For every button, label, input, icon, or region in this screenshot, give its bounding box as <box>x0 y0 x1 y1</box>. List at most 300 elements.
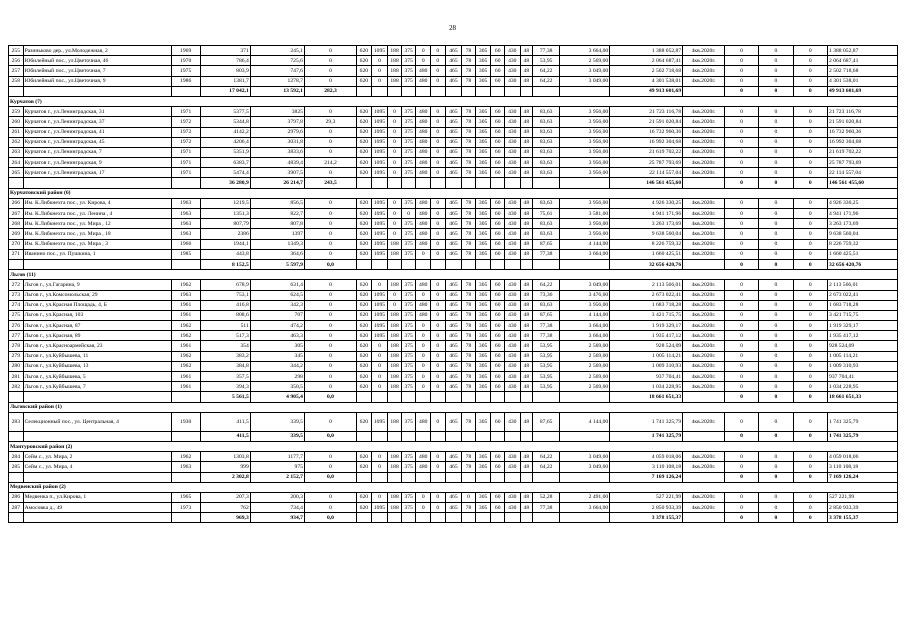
cell-build-year: 1962 <box>171 351 200 361</box>
cell-living-area: 1278,7 <box>250 76 304 86</box>
cell-living-area: 975 <box>250 462 304 472</box>
cell-nonres-area: 0,0 <box>304 259 356 269</box>
cell-col-10: 375 <box>401 351 416 361</box>
cell-col-22: 4кв.2020г. <box>683 290 725 300</box>
cell-row-number <box>9 472 24 482</box>
cell-col-7: 620 <box>357 331 372 341</box>
cell-col-14: 78 <box>462 168 476 178</box>
cell-build-year: 1963 <box>171 229 200 239</box>
table-row <box>9 209 898 219</box>
cell-col-19: 83,63 <box>533 107 560 117</box>
table-row <box>9 158 898 168</box>
cell-living-area: 725,6 <box>250 56 304 66</box>
cell-build-year: 1971 <box>171 107 200 117</box>
cell-col-7 <box>357 472 372 482</box>
cell-col-17: 430 <box>504 117 520 127</box>
cell-nonres-area: 0 <box>304 462 356 472</box>
cell-col-12: 0 <box>431 321 446 331</box>
cell-col-7: 620 <box>357 462 372 472</box>
cell-nonres-area: 0,0 <box>304 392 356 402</box>
cell-col-22: 4кв.2020г. <box>683 280 725 290</box>
cell-col-20: 3 664,00 <box>560 321 610 331</box>
cell-address: Юбилейный пос., ул.Цветочная, 9 <box>23 76 171 86</box>
cell-col-7: 620 <box>357 158 372 168</box>
cell-build-year <box>171 178 200 188</box>
cell-col-23: 0 <box>724 382 758 392</box>
section-title: Курчатов (7) <box>9 96 898 106</box>
cell-build-year: 1962 <box>171 452 200 462</box>
cell-col-16: 60 <box>491 46 505 56</box>
cell-col-10: 375 <box>401 382 416 392</box>
cell-col-11: 480 <box>416 219 431 229</box>
cell-col-17 <box>504 513 520 523</box>
cell-col-15: 305 <box>475 452 491 462</box>
cell-col-20: 3 476,00 <box>560 290 610 300</box>
cell-col-10: 0 <box>401 209 416 219</box>
cell-build-year: 1963 <box>171 219 200 229</box>
cell-build-year: 1961 <box>171 372 200 382</box>
cell-col-11: 480 <box>416 462 431 472</box>
cell-nonres-area: 0 <box>304 46 356 56</box>
cell-col-13 <box>445 513 462 523</box>
cell-col-10 <box>401 259 416 269</box>
cell-col-22: 4кв.2020г. <box>683 239 725 249</box>
cell-col-8: 0 <box>371 280 388 290</box>
cell-col-20: 2 569,00 <box>560 361 610 371</box>
cell-col-22 <box>683 259 725 269</box>
cell-nonres-area: 0 <box>304 76 356 86</box>
cell-address: Им. К.Либкнехта пос., ул. Ленина , 4 <box>23 209 171 219</box>
cell-col-19: 53,95 <box>533 56 560 66</box>
cell-col-11: 0 <box>416 492 431 502</box>
cell-build-year: 1963 <box>171 290 200 300</box>
cell-col-23: 0 <box>724 310 758 320</box>
cell-col-11: 0 <box>416 503 431 513</box>
cell-col-24: 0 <box>759 259 793 269</box>
cell-col-22: 4кв.2020г. <box>683 492 725 502</box>
cell-col-13: 465 <box>445 492 462 502</box>
cell-build-year: 1962 <box>171 321 200 331</box>
cell-col-13 <box>445 86 462 96</box>
cell-col-16: 60 <box>491 76 505 86</box>
cell-col-11: 480 <box>416 280 431 290</box>
cell-col-7: 620 <box>357 239 372 249</box>
cell-col-9: 188 <box>388 66 402 76</box>
cell-col-12: 0 <box>431 66 446 76</box>
cell-col-7 <box>357 431 372 441</box>
cell-col-23: 0 <box>724 392 758 402</box>
cell-address: Льгов г., ул.Комсомольская, 29 <box>23 290 171 300</box>
cell-col-21: 1 741 325,79 <box>610 431 683 441</box>
cell-col-26: 21 723 116,78 <box>828 107 898 117</box>
cell-col-15 <box>475 431 491 441</box>
cell-col-22 <box>683 392 725 402</box>
cell-col-7 <box>357 259 372 269</box>
subtotal-row <box>9 86 898 96</box>
cell-nonres-area: 0 <box>304 452 356 462</box>
cell-col-20 <box>560 392 610 402</box>
cell-col-8: 0 <box>371 462 388 472</box>
cell-build-year: 1962 <box>171 331 200 341</box>
cell-build-year: 1973 <box>171 503 200 513</box>
table-row <box>9 361 898 371</box>
cell-build-year: 1963 <box>171 209 200 219</box>
cell-col-15 <box>475 178 491 188</box>
cell-total-area: 807,79 <box>200 219 250 229</box>
table-row <box>9 229 898 239</box>
cell-col-22: 4кв.2020г. <box>683 219 725 229</box>
cell-col-18: 48 <box>520 310 533 320</box>
cell-col-16 <box>491 392 505 402</box>
cell-col-25: 0 <box>793 229 827 239</box>
cell-col-14: 78 <box>462 300 476 310</box>
cell-col-16: 60 <box>491 351 505 361</box>
cell-col-13: 465 <box>445 412 462 431</box>
cell-col-15: 305 <box>475 351 491 361</box>
cell-col-22: 4кв.2020г. <box>683 117 725 127</box>
cell-col-17: 430 <box>504 462 520 472</box>
cell-col-11: 0 <box>416 46 431 56</box>
cell-col-21: 1 388 052,87 <box>610 46 683 56</box>
cell-col-24: 0 <box>759 300 793 310</box>
cell-col-13: 465 <box>445 452 462 462</box>
cell-nonres-area: 0 <box>304 239 356 249</box>
cell-row-number <box>9 392 24 402</box>
cell-living-area: 2 152,7 <box>250 472 304 482</box>
cell-col-13 <box>445 431 462 441</box>
cell-col-18: 48 <box>520 412 533 431</box>
cell-col-23: 0 <box>724 372 758 382</box>
cell-col-13: 465 <box>445 382 462 392</box>
cell-col-9: 0 <box>388 219 402 229</box>
cell-address: Им. К.Либкнехта пос., ул. Мира , 18 <box>23 229 171 239</box>
cell-col-22: 4кв.2020г. <box>683 147 725 157</box>
cell-col-21: 1 683 718,28 <box>610 300 683 310</box>
cell-address: Им. К.Либкнехта пос., ул. Кирова, 4 <box>23 198 171 208</box>
cell-col-9: 188 <box>388 310 402 320</box>
cell-col-20 <box>560 513 610 523</box>
cell-col-7: 620 <box>357 361 372 371</box>
cell-row-number: 274 <box>9 300 24 310</box>
cell-col-20 <box>560 86 610 96</box>
cell-col-23: 0 <box>724 117 758 127</box>
cell-col-25: 0 <box>793 331 827 341</box>
cell-col-18: 48 <box>520 127 533 137</box>
cell-col-20: 3 664,00 <box>560 503 610 513</box>
cell-col-23: 0 <box>724 412 758 431</box>
cell-col-14: 78 <box>462 239 476 249</box>
cell-col-9: 188 <box>388 56 402 66</box>
cell-col-19 <box>533 431 560 441</box>
cell-col-9: 188 <box>388 503 402 513</box>
cell-col-17 <box>504 431 520 441</box>
cell-col-12: 0 <box>431 412 446 431</box>
cell-col-11 <box>416 513 431 523</box>
cell-col-19: 73,36 <box>533 290 560 300</box>
cell-col-23: 0 <box>724 107 758 117</box>
cell-nonres-area: 0 <box>304 290 356 300</box>
cell-col-19: 64,22 <box>533 462 560 472</box>
cell-col-24: 0 <box>759 452 793 462</box>
cell-total-area: 207,3 <box>200 492 250 502</box>
cell-living-area: 364,6 <box>250 249 304 259</box>
cell-nonres-area: 214,2 <box>304 158 356 168</box>
cell-col-9: 188 <box>388 462 402 472</box>
cell-nonres-area: 29,3 <box>304 117 356 127</box>
cell-col-8: 1095 <box>371 503 388 513</box>
cell-col-18: 48 <box>520 168 533 178</box>
cell-col-14: 78 <box>462 321 476 331</box>
cell-col-13 <box>445 178 462 188</box>
cell-address: Медвенка п., ул.Кирова, 1 <box>23 492 171 502</box>
cell-total-area: 416,8 <box>200 300 250 310</box>
cell-row-number <box>9 178 24 188</box>
cell-build-year <box>171 392 200 402</box>
cell-col-23: 0 <box>724 331 758 341</box>
cell-col-13: 465 <box>445 219 462 229</box>
cell-living-area: 3825 <box>250 107 304 117</box>
cell-col-16: 60 <box>491 198 505 208</box>
cell-col-15: 305 <box>475 382 491 392</box>
cell-col-10: 375 <box>401 249 416 259</box>
cell-col-12: 0 <box>431 280 446 290</box>
cell-col-15: 305 <box>475 361 491 371</box>
cell-col-14: 78 <box>462 198 476 208</box>
cell-col-21: 9 638 560,04 <box>610 229 683 239</box>
cell-col-9: 0 <box>388 198 402 208</box>
cell-col-11: 480 <box>416 412 431 431</box>
cell-nonres-area: 0 <box>304 198 356 208</box>
cell-col-16 <box>491 178 505 188</box>
cell-col-18: 48 <box>520 452 533 462</box>
cell-col-17: 430 <box>504 46 520 56</box>
cell-address <box>23 86 171 96</box>
cell-col-25: 0 <box>793 137 827 147</box>
cell-col-14: 78 <box>462 56 476 66</box>
cell-address: Разиньково дер., ул.Молодежная, 2 <box>23 46 171 56</box>
cell-build-year: 1961 <box>171 310 200 320</box>
cell-col-24: 0 <box>759 209 793 219</box>
table-row <box>9 168 898 178</box>
cell-col-16: 60 <box>491 341 505 351</box>
cell-col-17: 430 <box>504 321 520 331</box>
cell-col-18: 48 <box>520 372 533 382</box>
cell-col-8 <box>371 392 388 402</box>
cell-col-10: 375 <box>401 158 416 168</box>
cell-col-20: 3 956,00 <box>560 300 610 310</box>
cell-col-24: 0 <box>759 86 793 96</box>
cell-col-21: 8 226 759,32 <box>610 239 683 249</box>
table-row <box>9 372 898 382</box>
cell-col-7: 620 <box>357 351 372 361</box>
cell-build-year: 1963 <box>171 462 200 472</box>
cell-col-21: 2 502 718,68 <box>610 66 683 76</box>
cell-col-26: 146 561 455,60 <box>828 178 898 188</box>
cell-col-17: 430 <box>504 209 520 219</box>
cell-build-year <box>171 86 200 96</box>
cell-col-18: 48 <box>520 198 533 208</box>
cell-col-16: 60 <box>491 127 505 137</box>
cell-col-20: 2 569,00 <box>560 56 610 66</box>
cell-build-year: 1972 <box>171 127 200 137</box>
cell-col-22: 4кв.2020г. <box>683 229 725 239</box>
table-row <box>9 321 898 331</box>
cell-col-24: 0 <box>759 147 793 157</box>
cell-col-17: 430 <box>504 361 520 371</box>
cell-col-10: 375 <box>401 229 416 239</box>
cell-col-23: 0 <box>724 513 758 523</box>
cell-col-10: 375 <box>401 361 416 371</box>
cell-col-23: 0 <box>724 56 758 66</box>
cell-col-8 <box>371 472 388 482</box>
cell-col-19: 83,63 <box>533 127 560 137</box>
cell-col-10 <box>401 513 416 523</box>
table-row <box>9 382 898 392</box>
cell-col-25: 0 <box>793 239 827 249</box>
cell-col-19: 87,65 <box>533 310 560 320</box>
cell-col-15: 305 <box>475 219 491 229</box>
cell-col-12 <box>431 513 446 523</box>
cell-col-26: 1 919 329,17 <box>828 321 898 331</box>
cell-col-7: 620 <box>357 219 372 229</box>
cell-col-13: 465 <box>445 300 462 310</box>
cell-col-17: 430 <box>504 310 520 320</box>
cell-total-area: 1381,7 <box>200 76 250 86</box>
cell-col-16: 60 <box>491 168 505 178</box>
cell-col-7: 620 <box>357 76 372 86</box>
cell-total-area: 762 <box>200 503 250 513</box>
cell-col-26: 7 169 126,24 <box>828 472 898 482</box>
cell-col-20: 3 956,00 <box>560 219 610 229</box>
cell-row-number: 272 <box>9 280 24 290</box>
cell-col-8 <box>371 178 388 188</box>
cell-col-15: 305 <box>475 107 491 117</box>
cell-address: Юбилейный пос., ул.Цветочная, 46 <box>23 56 171 66</box>
cell-living-area: 734,4 <box>250 503 304 513</box>
cell-col-25: 0 <box>793 412 827 431</box>
cell-col-24: 0 <box>759 76 793 86</box>
cell-col-14: 78 <box>462 249 476 259</box>
cell-col-21: 49 913 601,69 <box>610 86 683 96</box>
cell-col-24: 0 <box>759 127 793 137</box>
cell-nonres-area: 0 <box>304 331 356 341</box>
cell-col-16: 60 <box>491 290 505 300</box>
cell-col-17: 430 <box>504 452 520 462</box>
cell-col-7: 620 <box>357 341 372 351</box>
cell-col-8: 0 <box>371 76 388 86</box>
cell-nonres-area: 0 <box>304 168 356 178</box>
cell-col-16: 60 <box>491 239 505 249</box>
cell-build-year: 1972 <box>171 137 200 147</box>
cell-col-25: 0 <box>793 392 827 402</box>
cell-row-number: 261 <box>9 127 24 137</box>
cell-col-16: 60 <box>491 147 505 157</box>
cell-col-17: 430 <box>504 127 520 137</box>
cell-living-area: 245,1 <box>250 46 304 56</box>
cell-address: Льгов г., ул.Красная, 87 <box>23 321 171 331</box>
table-row <box>9 280 898 290</box>
cell-col-20: 3 049,00 <box>560 452 610 462</box>
cell-col-9: 188 <box>388 372 402 382</box>
cell-col-25: 0 <box>793 127 827 137</box>
cell-living-area: 13 592,1 <box>250 86 304 96</box>
cell-total-area: 1944,1 <box>200 239 250 249</box>
cell-col-26: 1 660 425,51 <box>828 249 898 259</box>
cell-col-13: 465 <box>445 372 462 382</box>
cell-col-26: 2 113 566,01 <box>828 280 898 290</box>
cell-nonres-area: 0 <box>304 209 356 219</box>
cell-col-20: 4 144,00 <box>560 310 610 320</box>
cell-row-number: 283 <box>9 412 24 431</box>
cell-col-19: 83,63 <box>533 229 560 239</box>
table-row <box>9 503 898 513</box>
cell-col-23: 0 <box>724 249 758 259</box>
cell-address: Сейм с., ул. Мира, 2 <box>23 452 171 462</box>
cell-col-20: 3 956,00 <box>560 198 610 208</box>
cell-living-area: 624,5 <box>250 290 304 300</box>
cell-col-19: 64,22 <box>533 66 560 76</box>
cell-living-area: 2979,6 <box>250 127 304 137</box>
cell-row-number: 284 <box>9 452 24 462</box>
cell-col-9: 0 <box>388 158 402 168</box>
cell-nonres-area: 0 <box>304 310 356 320</box>
cell-col-18 <box>520 472 533 482</box>
cell-address: Льгов г., ул.Куйбышева, 13 <box>23 361 171 371</box>
cell-col-18: 48 <box>520 280 533 290</box>
cell-col-10: 375 <box>401 76 416 86</box>
cell-col-15: 305 <box>475 239 491 249</box>
cell-col-15 <box>475 513 491 523</box>
cell-col-7: 620 <box>357 412 372 431</box>
cell-living-area: 3031,8 <box>250 137 304 147</box>
subtotal-row <box>9 178 898 188</box>
cell-col-24: 0 <box>759 56 793 66</box>
cell-col-15: 305 <box>475 331 491 341</box>
cell-col-12: 0 <box>431 382 446 392</box>
cell-col-25: 0 <box>793 341 827 351</box>
cell-col-17: 430 <box>504 341 520 351</box>
cell-build-year: 1965 <box>171 492 200 502</box>
cell-col-26: 1 935 417,12 <box>828 331 898 341</box>
cell-col-16: 60 <box>491 56 505 66</box>
cell-col-24: 0 <box>759 513 793 523</box>
cell-col-14: 78 <box>462 107 476 117</box>
cell-col-12: 0 <box>431 331 446 341</box>
cell-col-9: 188 <box>388 331 402 341</box>
cell-col-8: 1095 <box>371 168 388 178</box>
cell-col-26: 4 301 538,01 <box>828 76 898 86</box>
cell-col-18: 48 <box>520 492 533 502</box>
cell-col-20: 3 664,00 <box>560 46 610 56</box>
cell-living-area: 3907,5 <box>250 168 304 178</box>
cell-row-number: 285 <box>9 462 24 472</box>
cell-col-24: 0 <box>759 219 793 229</box>
cell-col-10: 375 <box>401 412 416 431</box>
cell-total-area: 4142,2 <box>200 127 250 137</box>
cell-row-number: 282 <box>9 382 24 392</box>
cell-col-18: 48 <box>520 249 533 259</box>
cell-col-11 <box>416 178 431 188</box>
cell-col-20: 3 956,00 <box>560 147 610 157</box>
cell-address: Курчатов г., ул.Ленинградская, 31 <box>23 107 171 117</box>
cell-col-17: 430 <box>504 300 520 310</box>
cell-col-13: 465 <box>445 351 462 361</box>
cell-col-10: 375 <box>401 46 416 56</box>
cell-col-8: 0 <box>371 372 388 382</box>
cell-col-12: 0 <box>431 351 446 361</box>
cell-col-11: 480 <box>416 158 431 168</box>
cell-col-13: 465 <box>445 249 462 259</box>
